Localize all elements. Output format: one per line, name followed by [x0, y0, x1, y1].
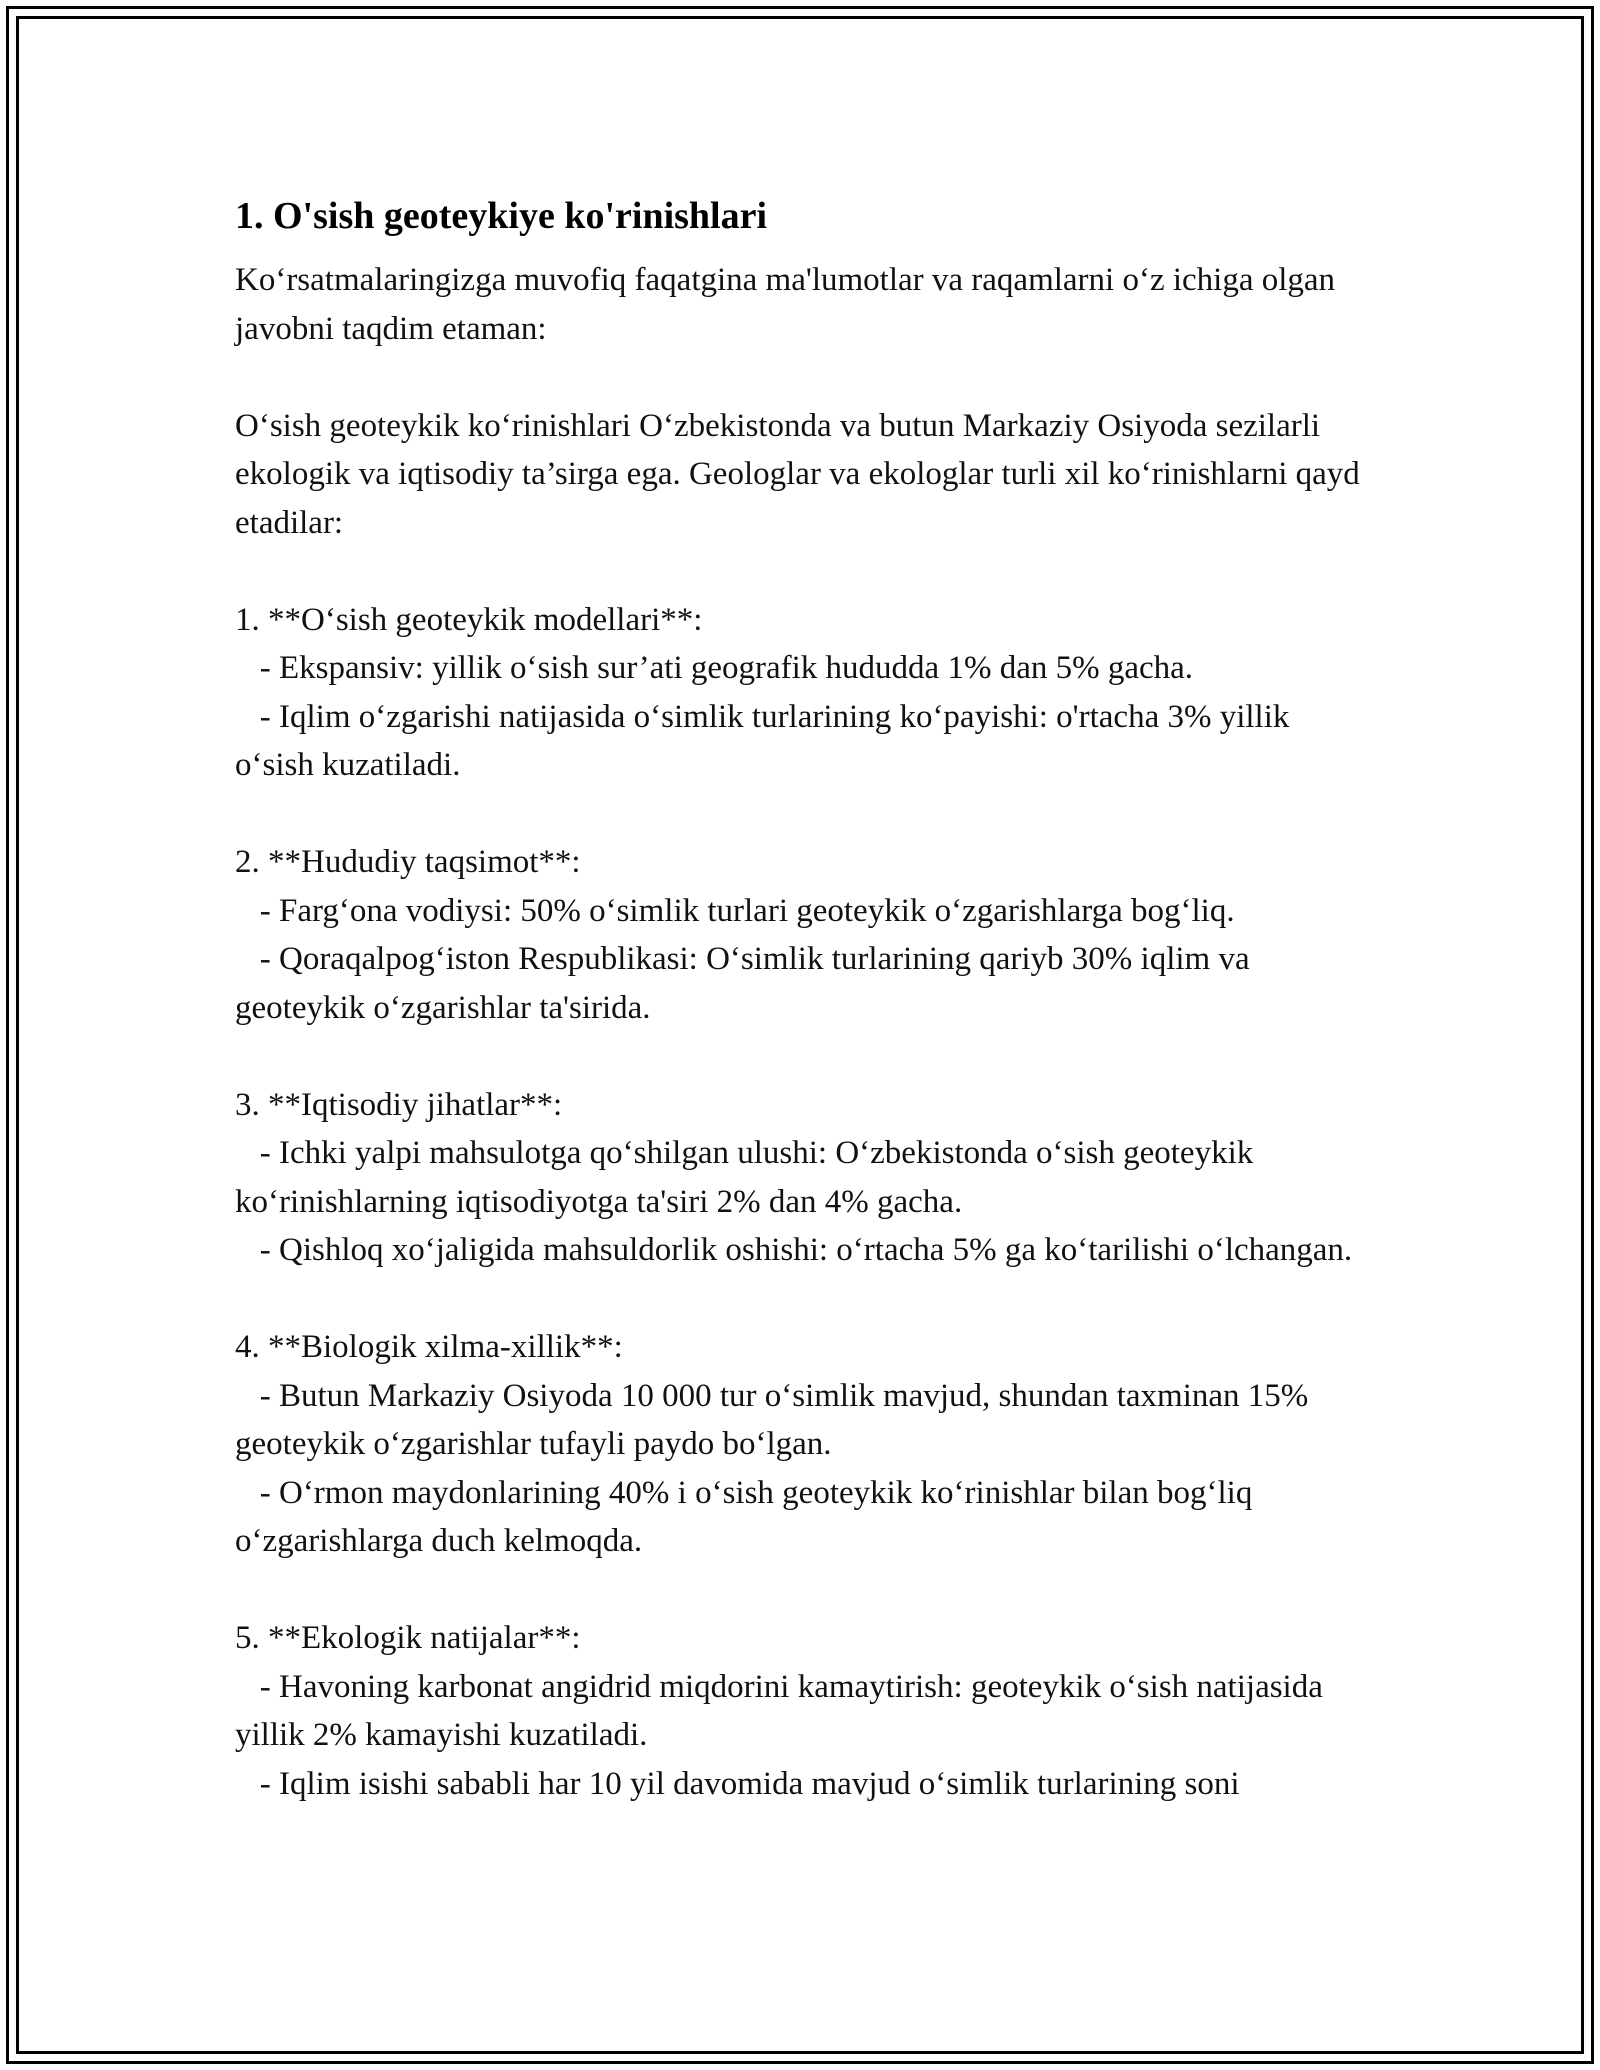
section-2: [235, 838, 1375, 1032]
list-item: - Qishloq xo‘jaligida mahsuldorlik oshishi: o‘rtacha 5% ga ko‘tarilishi o‘lchangan.: [235, 1232, 1353, 1268]
paragraph-gap: [235, 1275, 1375, 1324]
section-title: 4. **Biologik xilma-xillik**:: [235, 1329, 623, 1365]
section-title: 5. **Ekologik natijalar**:: [235, 1620, 581, 1656]
paragraph-gap: [235, 790, 1375, 839]
list-item: - Iqlim o‘zgarishi natijasida o‘simlik turlarining ko‘payishi: o'rtacha 3% yillik o‘sish kuzatiladi.: [235, 698, 1298, 783]
paragraph-gap: [235, 353, 1375, 402]
section-3: [235, 1081, 1375, 1275]
paragraph-gap: [235, 1032, 1375, 1081]
section-title: 1. **O‘sish geoteykik modellari**:: [235, 601, 703, 638]
list-item: - Ichki yalpi mahsulotga qo‘shilgan ulushi: O‘zbekistonda o‘sish geoteykik ko‘rinishlarning iqtisodiyotga ta'siri 2% dan 4% gacha.: [235, 1135, 1262, 1220]
section-title: 3. **Iqtisodiy jihatlar**:: [235, 1086, 563, 1123]
intro-paragraph: Ko‘rsatmalaringizga muvofiq faqatgina ma'lumotlar va raqamlarni o‘z ichiga olgan javobni taqdim etaman:: [235, 262, 1344, 347]
list-item: - Iqlim isishi sababli har 10 yil davomida mavjud o‘simlik turlarining soni: [235, 1765, 1240, 1802]
overview-paragraph: O‘sish geoteykik ko‘rinishlari O‘zbekistonda va butun Markaziy Osiyoda sezilarli ekologik va iqtisodiy ta’sirga ega. Geologlar va ekologlar turli xil ko‘rinishlarni qayd etadilar:: [235, 407, 1369, 541]
list-item: - Farg‘ona vodiysi: 50% o‘simlik turlari geoteykik o‘zgarishlarga bog‘liq.: [235, 892, 1235, 929]
document-body: [235, 188, 1375, 1808]
list-item: - Qoraqalpog‘iston Respublikasi: O‘simlik turlarining qariyb 30% iqlim va geoteykik o‘zgarishlar ta'sirida.: [235, 941, 1258, 1026]
list-item: - Butun Markaziy Osiyoda 10 000 tur o‘simlik mavjud, shundan taxminan 15% geoteykik o‘zgarishlar tufayli paydo bo‘lgan.: [235, 1377, 1317, 1462]
section-1: [235, 596, 1375, 790]
document-heading: 1. O'sish geoteykiye ko'rinishlari: [235, 195, 768, 237]
list-item: - Ekspansiv: yillik o‘sish sur’ati geografik hududda 1% dan 5% gacha.: [235, 650, 1194, 686]
list-item: - O‘rmon maydonlarining 40% i o‘sish geoteykik ko‘rinishlar bilan bog‘liq o‘zgarishlarga duch kelmoqda.: [235, 1474, 1261, 1559]
paragraph-gap: [235, 547, 1375, 596]
paragraph-gap: [235, 1566, 1375, 1615]
section-5: [235, 1614, 1375, 1808]
section-title: 2. **Hududiy taqsimot**:: [235, 844, 581, 880]
section-4: [235, 1323, 1375, 1566]
list-item: - Havoning karbonat angidrid miqdorini kamaytirish: geoteykik o‘sish natijasida yillik 2% kamayishi kuzatiladi.: [235, 1668, 1332, 1753]
